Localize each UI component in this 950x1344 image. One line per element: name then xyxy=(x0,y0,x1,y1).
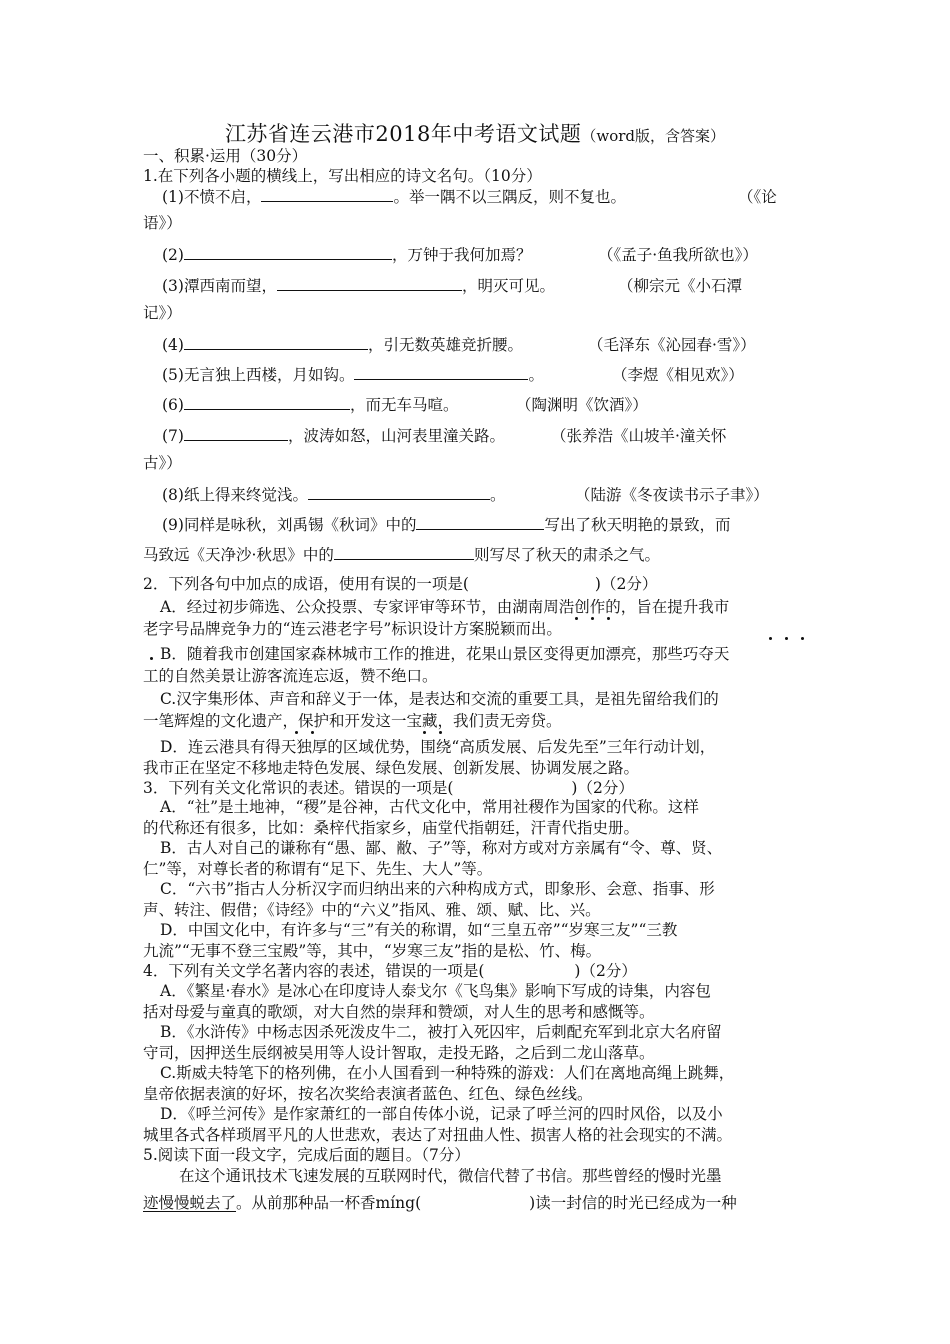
title-main: 江苏省连云港市2018年中考语文试题 xyxy=(224,122,582,146)
q1-item-6 xyxy=(162,395,458,415)
q2-option-d: D．连云港具有得天独厚的区域优势，围绕“高质发展、后发先至”三年行动计划， xyxy=(160,738,716,756)
q1-i8-a: (8)纸上得来终觉浅。 xyxy=(162,486,308,504)
answer-blank[interactable] xyxy=(261,187,393,202)
q5-passage-line-2 xyxy=(143,1193,737,1213)
q3-option-c-cont: 声、转注、假借；《诗经》中的“六义”指风、雅、颂、赋、比、兴。 xyxy=(143,901,601,919)
q1-i5-a: (5)无言独上西楼，月如钩。 xyxy=(162,366,355,384)
q1-i7-a: (7) xyxy=(162,427,184,445)
q4-stem-a: 4．下列有关文学名著内容的表述，错误的一项是( xyxy=(143,962,485,980)
q3-option-c: C．“六书”指古人分析汉字而归纳出来的六种构成方式，即象形、会意、指事、形 xyxy=(160,880,715,898)
q1-i1-a: (1)不愤不启， xyxy=(162,188,262,206)
q4-option-c-cont: 皇帝依据表演的好坏，按名次奖给表演者蓝色、红色、绿色丝线。 xyxy=(143,1085,593,1103)
answer-blank[interactable] xyxy=(277,276,462,291)
answer-blank[interactable] xyxy=(334,545,474,560)
q1-i6-source: （陶渊明《饮酒》） xyxy=(516,396,648,414)
answer-blank[interactable] xyxy=(184,395,350,410)
q4-option-c: C.斯威夫特笔下的格列佛，在小人国看到一种特殊的游戏：人们在离地高绳上跳舞， xyxy=(160,1064,735,1082)
answer-blank[interactable] xyxy=(184,426,288,441)
emphasis-dot xyxy=(295,731,298,734)
q2-stem xyxy=(143,574,657,594)
q1-i6-a: (6) xyxy=(162,396,184,414)
emphasis-dot xyxy=(591,617,594,620)
q1-i2-source: （《孟子·鱼我所欲也》） xyxy=(598,246,758,264)
emphasis-dot xyxy=(769,637,772,640)
q2-stem-b: )（2分） xyxy=(594,575,658,593)
q3-stem-b: )（2分） xyxy=(571,779,634,797)
answer-blank[interactable] xyxy=(184,245,392,260)
q4-option-d-cont: 城里各式各样琐屑平凡的人世悲欢，表达了对扭曲人性、损害人格的社会现实的不满。 xyxy=(143,1126,733,1144)
q1-i1-source: （《论 xyxy=(738,188,777,206)
q4-option-b: B．《水浒传》中杨志因杀死泼皮牛二，被打入死囚牢，后刺配充军到北京大名府留 xyxy=(160,1023,722,1041)
q1-item-8 xyxy=(162,485,505,505)
q4-option-a: A．《繁星·春水》是冰心在印度诗人泰戈尔《飞鸟集》影响下写成的诗集，内容包 xyxy=(160,982,711,1000)
emphasis-dot xyxy=(575,617,578,620)
q3-option-a-cont: 的代称还有很多，比如：桑梓代指家乡，庙堂代指朝廷，汗青代指史册。 xyxy=(143,819,640,837)
q1-i9-a: (9)同样是咏秋，刘禹锡《秋词》中的 xyxy=(162,516,417,534)
q3-option-d: D．中国文化中，有许多与“三”有关的称谓，如“三皇五帝”“岁寒三友”“三教 xyxy=(160,921,678,939)
q1-i2-b: ，万钟于我何加焉？ xyxy=(391,246,532,264)
q1-item-9-cont xyxy=(143,545,660,565)
q3-stem-a: 3．下列有关文化常识的表述。错误的一项是( xyxy=(143,779,454,797)
q2-stem-a: 2．下列各句中加点的成语，使用有误的一项是( xyxy=(143,575,469,593)
q1-i3-a: (3)潭西南而望， xyxy=(162,277,277,295)
q1-item-5 xyxy=(162,365,544,385)
q1-i3-source: （柳宗元《小石潭 xyxy=(618,277,743,295)
q1-i9-b: 写出了秋天明艳的景致，而 xyxy=(544,516,731,534)
emphasis-dot xyxy=(801,637,804,640)
section-heading: 一、积累·运用（30分） xyxy=(143,147,308,165)
q1-item-2 xyxy=(162,245,531,265)
answer-blank[interactable] xyxy=(416,515,544,530)
q1-i4-b: ，引无数英雄竞折腰。 xyxy=(367,336,523,354)
q1-i9-d: 则写尽了秋天的肃杀之气。 xyxy=(473,546,660,564)
q1-i3-b: ，明灭可见。 xyxy=(461,277,555,295)
answer-blank[interactable] xyxy=(354,365,528,380)
q1-i8-b: 。 xyxy=(489,486,506,504)
q1-i5-b: 。 xyxy=(528,366,544,384)
document-title xyxy=(0,118,950,148)
q4-option-a-cont: 括对母爱与童真的歌颂，对大自然的崇拜和赞颂，对人生的思考和感慨等。 xyxy=(143,1003,655,1021)
q2-option-b-cont: 工的自然美景让游客流连忘返，赞不绝口。 xyxy=(143,667,438,685)
q5-p2-b: )读一封信的时光已经成为一种 xyxy=(529,1194,737,1212)
q2-option-d-cont: 我市正在坚定不移地走特色发展、绿色发展、创新发展、协调发展之路。 xyxy=(143,759,640,777)
q1-stem: 1.在下列各小题的横线上，写出相应的诗文名句。（10分） xyxy=(143,167,542,185)
q1-i7-b: ，波涛如怒，山河表里潼关路。 xyxy=(287,427,505,445)
underlined-phrase: 迹慢慢蜕去了 xyxy=(143,1194,237,1212)
q1-i5-source: （李煜《相见欢》） xyxy=(612,366,744,384)
q4-option-b-cont: 守司，因押送生辰纲被吴用等人设计智取，走投无路，之后到二龙山落草。 xyxy=(143,1044,655,1062)
q1-i7-source: （张养浩《山坡羊·潼关怀 xyxy=(551,427,727,445)
q3-option-b-cont: 仁”等，对尊长者的称谓有“足下、先生、大人”等。 xyxy=(143,860,493,878)
q1-item-9 xyxy=(162,515,730,535)
q1-i2-a: (2) xyxy=(162,246,184,264)
q3-option-b: B．古人对自己的谦称有“愚、鄙、敝、子”等，称对方或对方亲属有“令、尊、贤、 xyxy=(160,839,723,857)
q1-i3-source-cont: 记》） xyxy=(143,304,182,322)
q2-option-c-cont: 一笔辉煌的文化遗产，保护和开发这一宝藏，我们责无旁贷。 xyxy=(143,712,562,730)
q1-i4-source: （毛泽东《沁园春·雪》） xyxy=(588,336,756,354)
q1-item-1 xyxy=(162,187,626,207)
q2-option-b: B．随着我市创建国家森林城市工作的推进，花果山景区变得更加漂亮，那些巧夺天 xyxy=(160,645,730,663)
q4-stem-b: )（2分） xyxy=(574,962,637,980)
answer-blank[interactable] xyxy=(308,485,490,500)
q1-item-7 xyxy=(162,426,505,446)
q1-i6-b: ，而无车马喧。 xyxy=(349,396,459,414)
emphasis-dot xyxy=(785,637,788,640)
q4-stem xyxy=(143,961,637,981)
pinyin-prompt: míng( xyxy=(375,1194,422,1212)
q3-option-d-cont: 九流”“无事不登三宝殿”等，其中，“岁寒三友”指的是松、竹、梅。 xyxy=(143,942,602,960)
q3-option-a: A．“社”是土地神，“稷”是谷神，古代文化中，常用社稷作为国家的代称。这样 xyxy=(160,798,699,816)
q4-option-d: D．《呼兰河传》是作家萧红的一部自传体小说，记录了呼兰河的四时风俗，以及小 xyxy=(160,1105,723,1123)
q5-p2-a: 。从前那种品一杯香 xyxy=(236,1194,376,1212)
q1-item-4 xyxy=(162,335,523,355)
emphasis-dot xyxy=(423,731,426,734)
answer-blank[interactable] xyxy=(184,335,368,350)
q2-option-a-cont: 老字号品牌竞争力的“连云港老字号”标识设计方案脱颖而出。 xyxy=(143,620,562,638)
q1-i7-source-cont: 古》） xyxy=(143,454,182,472)
q1-i1-b: 。举一隅不以三隅反，则不复也。 xyxy=(393,188,626,206)
q1-i8-source: （陆游《冬夜读书示子聿》） xyxy=(575,486,769,504)
q2-option-a: A．经过初步筛选、公众投票、专家评审等环节，由湖南周浩创作的，旨在提升我市 xyxy=(160,598,730,616)
title-sub: （word版，含答案） xyxy=(581,127,726,145)
q5-stem: 5.阅读下面一段文字，完成后面的题目。（7分） xyxy=(143,1146,470,1164)
q5-passage-line-1: 在这个通讯技术飞速发展的互联网时代，微信代替了书信。那些曾经的慢时光墨 xyxy=(179,1167,722,1185)
q3-stem xyxy=(143,778,634,798)
q1-item-3 xyxy=(162,276,555,296)
q1-i4-a: (4) xyxy=(162,336,184,354)
emphasis-dot xyxy=(311,731,314,734)
q2-option-c: C.汉字集形体、声音和辞义于一体，是表达和交流的重要工具，是祖先留给我们的 xyxy=(160,690,719,708)
emphasis-dot xyxy=(439,731,442,734)
q1-i1-source-cont: 语》） xyxy=(143,214,182,232)
emphasis-dot xyxy=(607,617,610,620)
emphasis-dot xyxy=(150,657,153,660)
q1-i9-c: 马致远《天净沙·秋思》中的 xyxy=(143,546,334,564)
